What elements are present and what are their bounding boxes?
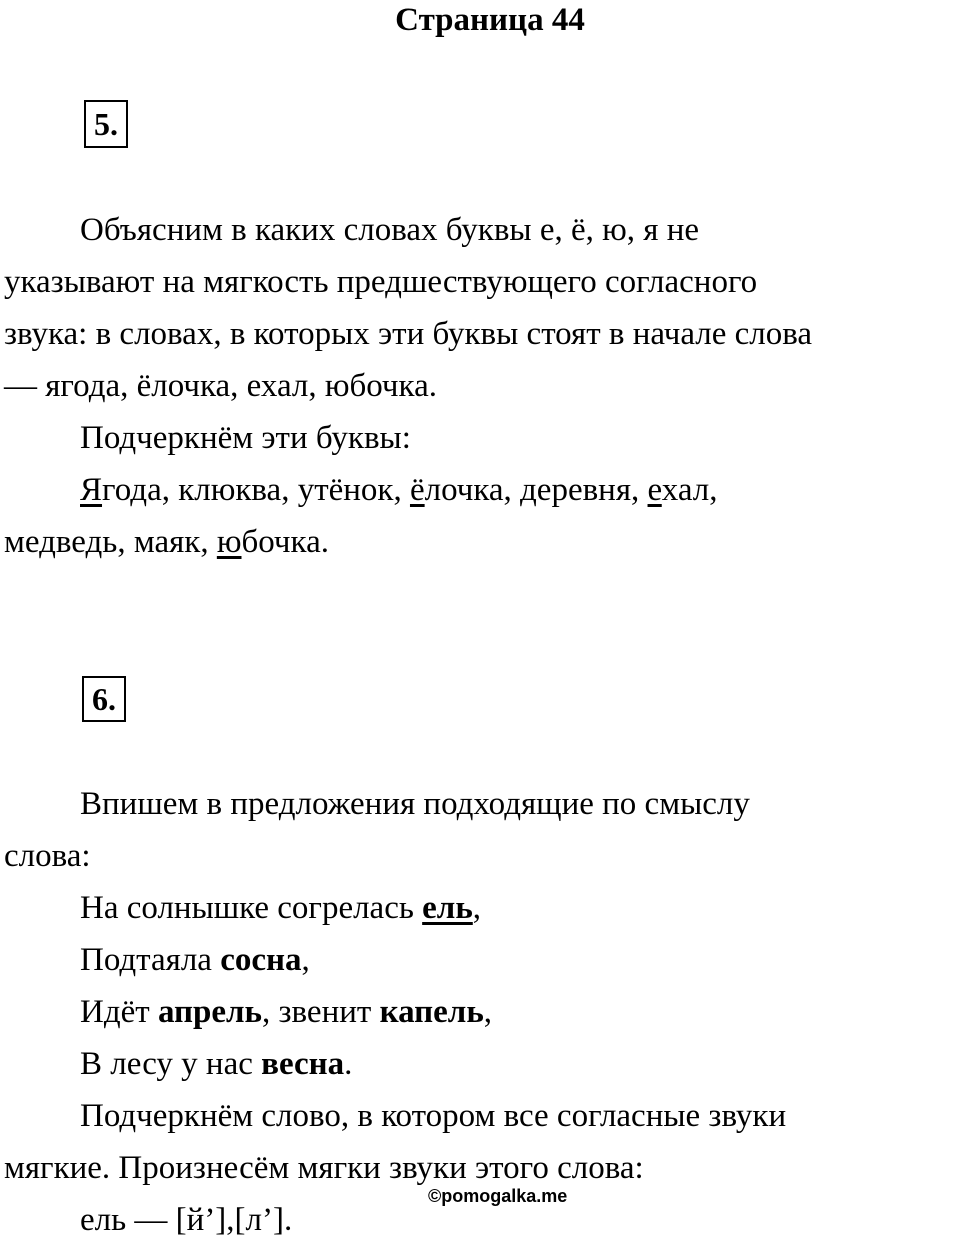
ex5-text-part: медведь, маяк, <box>4 524 217 560</box>
ex6-text-part: , звенит <box>262 994 380 1030</box>
verse-line-1 <box>4 882 960 934</box>
ex6-text-part: , <box>472 890 482 926</box>
bold-word: капель <box>379 994 484 1030</box>
verse-line-3 <box>4 986 960 1038</box>
bold-word: весна <box>261 1046 345 1082</box>
exercise-5-number: 5. <box>84 100 128 148</box>
ex6-text-part: Подчеркнём слово, в котором все согласные звуки <box>80 1098 787 1134</box>
exercise-6-number: 6. <box>82 676 126 722</box>
ex5-line-7 <box>4 516 960 568</box>
underlined-letter: ю <box>216 524 242 560</box>
ex6-text-part: На солнышке согрелась <box>80 890 423 926</box>
ex5-line-4: — ягода, ёлочка, ехал, юбочка. <box>4 368 437 404</box>
underlined-bold-word: ель <box>422 890 473 926</box>
ex5-line-1 <box>4 204 960 256</box>
ex6-text-part: Подтаяла <box>80 942 221 978</box>
verse-line-4 <box>4 1038 960 1090</box>
underlined-letter: е <box>647 472 662 508</box>
underlined-letter: Я <box>80 472 103 508</box>
underlined-letter: ё <box>409 472 425 508</box>
ex5-text-part: бочка. <box>241 524 329 560</box>
exercise-5-text <box>4 204 960 568</box>
ex5-line-3: звука: в словах, в которых эти буквы стоят в начале слова <box>4 316 813 352</box>
ex5-line-5 <box>4 412 960 464</box>
ex6-text-part: . <box>344 1046 353 1082</box>
ex6-line-1 <box>4 778 960 830</box>
ex6-line-7 <box>4 1090 960 1142</box>
ex6-text-part: , <box>483 994 493 1030</box>
ex6-line-8: мягкие. Произнесём мягки звуки этого слова: <box>4 1150 644 1186</box>
ex5-text-part: Подчеркнём эти буквы: <box>80 420 411 456</box>
ex5-line-6 <box>4 464 960 516</box>
bold-word: сосна <box>220 942 302 978</box>
ex5-text-part: лочка, деревня, <box>424 472 648 508</box>
exercise-6-text <box>4 778 960 1246</box>
ex5-text-part: хал, <box>661 472 718 508</box>
page-title: Страница 44 <box>395 2 585 38</box>
ex5-line-2: указывают на мягкость предшествующего согласного <box>4 264 758 300</box>
watermark: ©pomogalka.me <box>428 1186 568 1206</box>
verse-line-2 <box>4 934 960 986</box>
ex5-text-part: года, клюква, утёнок, <box>102 472 410 508</box>
ex6-text-part: Впишем в предложения подходящие по смыслу <box>80 786 750 822</box>
ex6-text-part: ель — [й’],[л’]. <box>80 1202 293 1238</box>
ex6-line-2: слова: <box>4 838 91 874</box>
ex5-text-part: Объясним в каких словах буквы е, ё, ю, я не <box>80 212 700 248</box>
bold-word: апрель <box>157 994 262 1030</box>
ex6-text-part: Идёт <box>80 994 158 1030</box>
ex6-text-part: , <box>301 942 310 978</box>
ex6-text-part: В лесу у нас <box>80 1046 262 1082</box>
